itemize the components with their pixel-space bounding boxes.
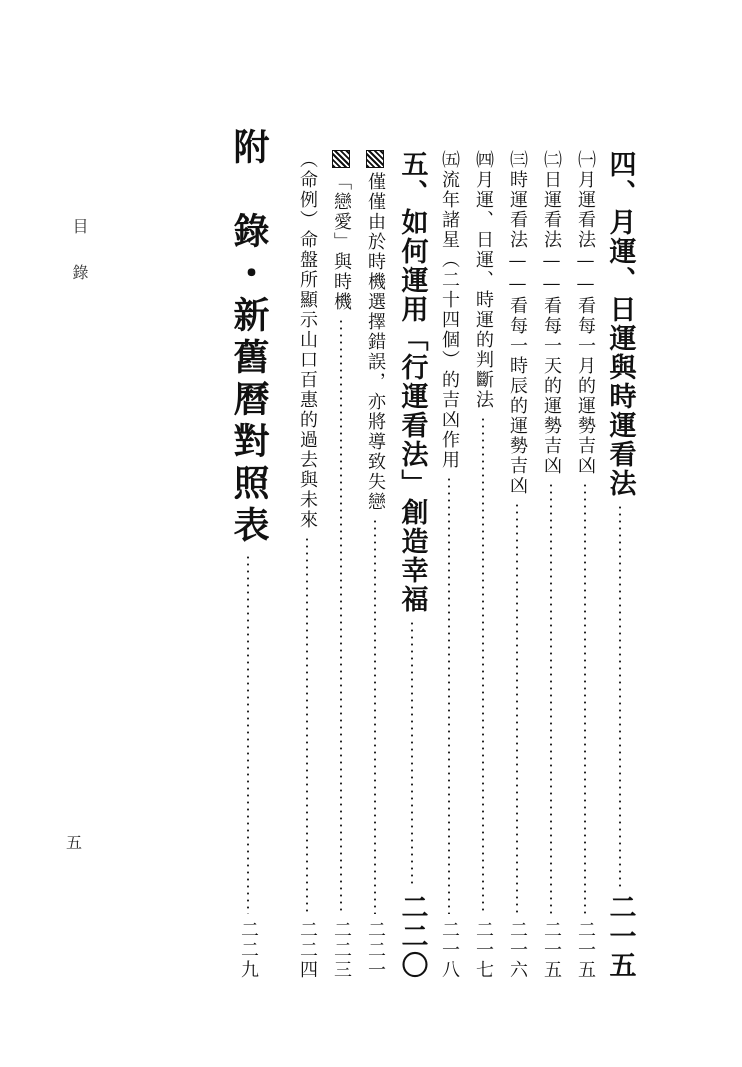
toc-entry-page: 二二四 xyxy=(297,920,318,980)
toc-entry-page: 二二〇 xyxy=(396,893,428,980)
dot-leader xyxy=(374,518,376,914)
toc-entry-title: 僅僅由於時機選擇錯誤，亦將導致失戀 xyxy=(365,172,386,512)
toc-entry-4-1[interactable] xyxy=(572,150,598,980)
dot-leader xyxy=(340,318,342,914)
toc-entry-title: ㈤流年諸星（二十四個）的吉凶作用 xyxy=(439,150,460,470)
dot-leader xyxy=(482,416,484,914)
dot-leader xyxy=(584,482,586,914)
toc-entry-4-2[interactable] xyxy=(538,150,564,980)
toc-entry-title: ㈢時運看法——看每一時辰的運勢吉凶 xyxy=(507,150,528,496)
toc-entry-page: 二二一 xyxy=(365,920,386,980)
square-marker-icon xyxy=(332,150,350,168)
page-number: 五 xyxy=(66,833,83,852)
dot-leader xyxy=(448,476,450,914)
toc-entry-title: 「戀愛」與時機 xyxy=(331,172,352,312)
toc-entry-title: ㈠月運看法——看每一月的運勢吉凶 xyxy=(575,150,596,476)
toc-entry-4-5[interactable] xyxy=(436,150,462,980)
toc-entry-5-1[interactable] xyxy=(362,150,388,980)
toc-entry-title: ㈡日運看法——看每一天的運勢吉凶 xyxy=(541,150,562,476)
toc-entry-page: 二一六 xyxy=(507,920,528,980)
toc-entry-page: 二一八 xyxy=(439,920,460,980)
toc-entry-title: ㈣月運、日運、時運的判斷法 xyxy=(473,150,494,410)
dot-leader xyxy=(619,504,621,887)
toc-entry-page: 二二三 xyxy=(331,920,352,980)
toc-entry-page: 二一七 xyxy=(473,920,494,980)
toc-entry-5-3[interactable] xyxy=(294,150,320,980)
toc-entry-appendix[interactable] xyxy=(226,128,270,980)
square-marker-icon xyxy=(366,150,384,168)
toc-entry-title: 五、如何運用「行運看法」創造幸福 xyxy=(396,150,428,614)
toc-entry-section-5[interactable] xyxy=(394,150,430,980)
toc-entry-title: 四、月運、日運與時運看法 xyxy=(604,150,636,498)
dot-leader xyxy=(411,620,413,887)
dot-leader xyxy=(247,554,249,914)
dot-leader xyxy=(550,482,552,914)
toc-entry-page: 二二九 xyxy=(238,920,259,980)
toc-entry-5-2[interactable] xyxy=(328,150,354,980)
toc-entry-section-4[interactable] xyxy=(602,150,638,980)
toc-entry-page: 二一五 xyxy=(604,893,636,980)
dot-leader xyxy=(306,536,308,914)
dot-leader xyxy=(516,502,518,914)
toc-entry-title: （命例）命盤所顯示山口百惠的過去與未來 xyxy=(297,150,318,530)
toc-entry-title: 附 錄・新舊曆對照表 xyxy=(228,128,269,548)
toc-entry-4-3[interactable] xyxy=(504,150,530,980)
toc-entry-4-4[interactable] xyxy=(470,150,496,980)
toc-entry-page: 二一五 xyxy=(575,920,596,980)
running-head: 目錄 xyxy=(70,218,89,310)
toc-entry-page: 二一五 xyxy=(541,920,562,980)
